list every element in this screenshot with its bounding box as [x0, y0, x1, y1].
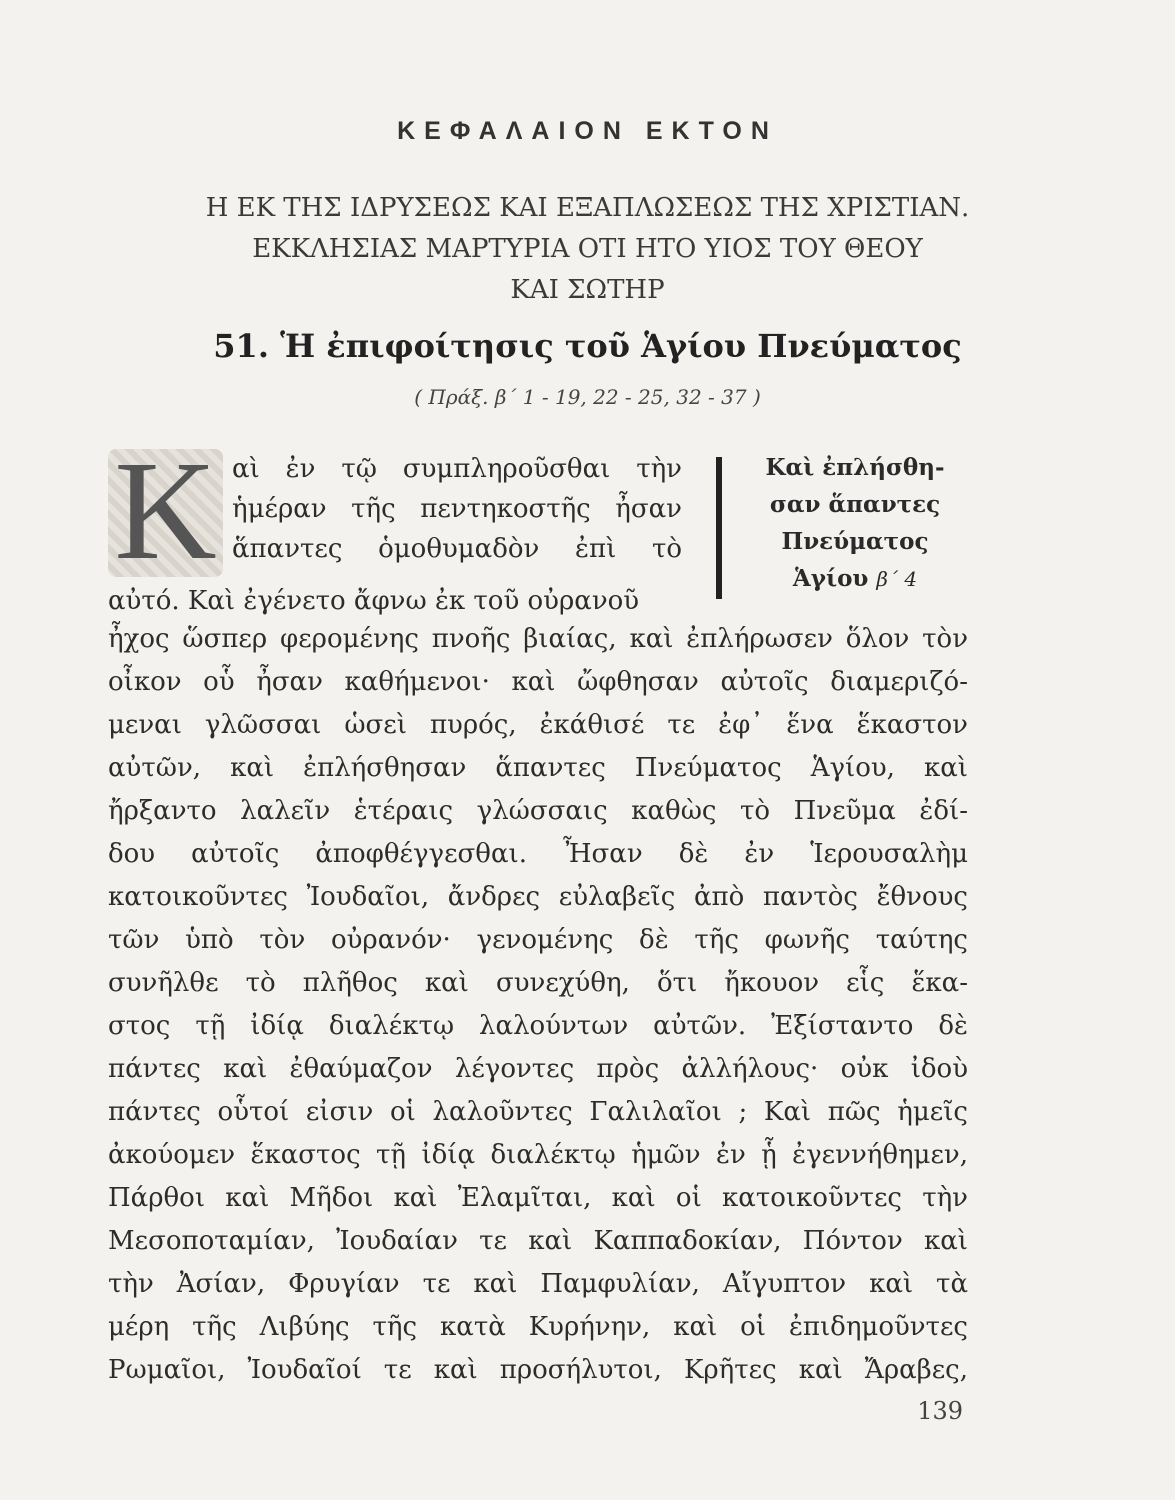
intro-paragraph	[232, 449, 682, 569]
text-line: συνῆλθε τὸ πλῆθος καὶ συνεχύθη, ὅτι ἤκουον εἷς ἕκα-	[108, 968, 968, 998]
margin-note-line: Καὶ ἐπλήσθη-	[765, 454, 945, 481]
decorated-initial	[108, 431, 223, 589]
margin-rule	[716, 457, 722, 599]
text-line: μεναι γλῶσσαι ὡσεὶ πυρός, ἐκάθισέ τε ἐφ᾽ ἕνα ἕκαστον	[108, 710, 968, 740]
text-line: τῶν ὑπὸ τὸν οὐρανόν· γενομένης δὲ τῆς φωνῆς ταύτης	[108, 925, 968, 955]
text-line: Ρωμαῖοι, Ἰουδαῖοί τε καὶ προσήλυτοι, Κρῆτες καὶ Ἄραβες,	[108, 1355, 968, 1385]
text-line: Μεσοποταμίαν, Ἰουδαίαν τε καὶ Καππαδοκίαν, Πόντον καὶ	[108, 1226, 968, 1256]
main-paragraph	[108, 618, 968, 1392]
chapter-title	[0, 188, 1175, 311]
scripture-reference: ( Πράξ. β΄ 1 - 19, 22 - 25, 32 - 37 )	[414, 385, 761, 409]
text-line: μέρη τῆς Λιβύης τῆς κατὰ Κυρήνην, καὶ οἱ ἐπιδημοῦντες	[108, 1312, 968, 1342]
text-line: κατοικοῦντες Ἰουδαῖοι, ἄνδρες εὐλαβεῖς ἀπὸ παντὸς ἔθνους	[108, 882, 968, 912]
text-line: τὴν Ἀσίαν, Φρυγίαν τε καὶ Παμφυλίαν, Αἴγυπτον καὶ τὰ	[108, 1269, 968, 1299]
text-line: ἦχος ὥσπερ φερομένης πνοῆς βιαίας, καὶ ἐπλήρωσεν ὅλον τὸν	[108, 624, 968, 654]
margin-note-line	[740, 560, 970, 598]
text-line: δου αὐτοῖς ἀποφθέγγεσθαι. Ἦσαν δὲ ἐν Ἱερουσαλὴμ	[108, 839, 968, 869]
text-line: πάντες καὶ ἐθαύμαζον λέγοντες πρὸς ἀλλήλους· οὐκ ἰδοὺ	[108, 1054, 968, 1084]
text-line: αὐτό. Καὶ ἐγένετο ἄφνω ἐκ τοῦ οὐρανοῦ	[108, 586, 640, 616]
text-line: ἤρξαντο λαλεῖν ἑτέραις γλώσσαις καθὼς τὸ Πνεῦμα ἐδί-	[108, 796, 968, 826]
text-line: Πάρθοι καὶ Μῆδοι καὶ Ἐλαμῖται, καὶ οἱ κατοικοῦντες τὴν	[108, 1183, 968, 1213]
text-line: ἅπαντες ὁμοθυμαδὸν ἐπὶ τὸ	[232, 534, 682, 564]
page-number: 139	[917, 1397, 963, 1425]
margin-note	[740, 449, 970, 598]
text-line: αὐτῶν, καὶ ἐπλήσθησαν ἅπαντες Πνεύματος Ἁγίου, καὶ	[108, 753, 968, 783]
text-line: στος τῇ ἰδίᾳ διαλέκτῳ λαλούντων αὐτῶν. Ἐξίσταντο δὲ	[108, 1011, 968, 1041]
chapter-title-line: Η ΕΚ ΤΗΣ ΙΔΡΥΣΕΩΣ ΚΑΙ ΕΞΑΠΛΩΣΕΩΣ ΤΗΣ ΧΡΙΣΤΙΑΝ.	[205, 193, 970, 223]
chapter-label: ΚΕΦΑΛΑΙΟΝ ΕΚΤΟΝ	[397, 117, 778, 145]
chapter-title-line: ΕΚΚΛΗΣΙΑΣ ΜΑΡΤΥΡΙΑ ΟΤΙ ΗΤΟ ΥΙΟΣ ΤΟΥ ΘΕΟΥ	[252, 234, 923, 264]
drop-cap-letter: Κ	[114, 431, 217, 589]
margin-note-line: σαν ἅπαντες	[769, 491, 941, 518]
text-line: ἀκούομεν ἕκαστος τῇ ἰδίᾳ διαλέκτῳ ἡμῶν ἐν ᾗ ἐγεννήθημεν,	[108, 1140, 968, 1170]
intro-continuation	[108, 580, 640, 623]
margin-note-ref: β΄ 4	[876, 567, 918, 591]
chapter-title-line: ΚΑΙ ΣΩΤΗΡ	[510, 275, 665, 305]
margin-note-word: Ἁγίου	[792, 565, 869, 592]
margin-note-line: Πνεύματος	[781, 528, 929, 555]
text-line: ἡμέραν τῆς πεντηκοστῆς ἦσαν	[232, 494, 682, 524]
text-line: πάντες οὗτοί εἰσιν οἱ λαλοῦντες Γαλιλαῖοι ; Καὶ πῶς ἡμεῖς	[108, 1097, 968, 1127]
text-line: οἶκον οὗ ἦσαν καθήμενοι· καὶ ὤφθησαν αὐτοῖς διαμεριζό-	[108, 667, 968, 697]
section-heading: 51. Ἡ ἐπιφοίτησις τοῦ Ἁγίου Πνεύματος	[213, 327, 962, 365]
text-line: αὶ ἐν τῷ συμπληροῦσθαι τὴν	[232, 454, 682, 484]
